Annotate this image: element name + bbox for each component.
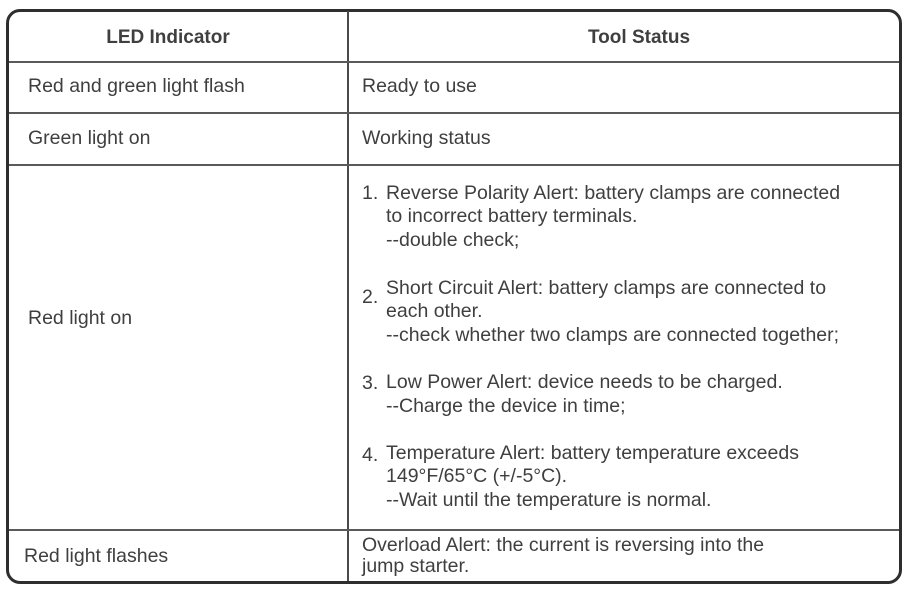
led-cell: Red light flashes [24,545,169,567]
list-number: 3. [362,372,379,394]
list-text: --Wait until the temperature is normal. [386,489,712,511]
column-divider [347,11,349,581]
list-number: 1. [362,182,379,204]
header-led-indicator: LED Indicator [106,27,230,48]
list-text: 149°F/65°C (+/-5°C). [386,465,568,487]
list-number: 4. [362,444,379,466]
led-cell: Red and green light flash [28,75,245,97]
list-number: 2. [362,286,379,308]
status-cell: Working status [362,127,491,149]
row-divider [9,112,899,114]
list-text: Short Circuit Alert: battery clamps are connected to [386,277,827,299]
row-divider [9,61,899,63]
list-text: each other. [386,300,483,322]
list-text: Reverse Polarity Alert: battery clamps are connected [386,182,841,204]
status-cell: Overload Alert: the current is reversing into the [362,534,765,556]
led-cell: Red light on [28,307,133,329]
led-cell: Green light on [28,127,151,149]
list-text: --check whether two clamps are connected together; [386,324,840,346]
row-divider [9,529,899,531]
list-text: --double check; [386,229,520,251]
list-text: Low Power Alert: device needs to be charged. [386,371,783,393]
list-text: Temperature Alert: battery temperature exceeds [386,442,799,464]
row-divider [9,164,899,166]
list-text: --Charge the device in time; [386,395,626,417]
header-tool-status: Tool Status [587,27,691,48]
status-cell: jump starter. [362,555,470,577]
list-text: to incorrect battery terminals. [386,205,638,227]
status-cell: Ready to use [362,75,477,97]
